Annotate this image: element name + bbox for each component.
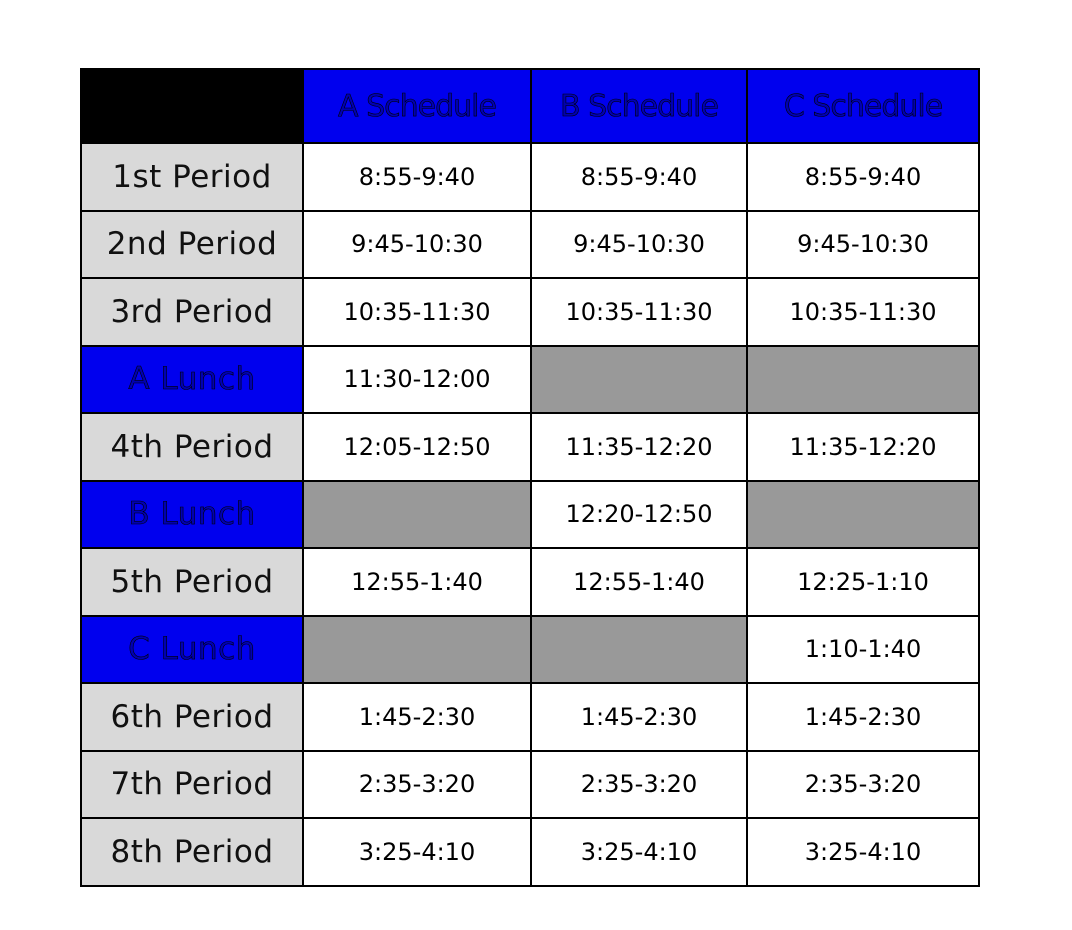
time-cell: 10:35-11:30 [747,278,979,346]
period-label: 3rd Period [81,278,303,346]
schedule-table [80,68,980,887]
period-label: 5th Period [81,548,303,616]
time-cell: 11:30-12:00 [303,346,531,414]
time-cell: 12:55-1:40 [303,548,531,616]
empty-cell [303,481,531,549]
header-c-schedule: C Schedule [747,69,979,143]
time-cell: 12:25-1:10 [747,548,979,616]
lunch-label: B Lunch [81,481,303,549]
time-cell: 10:35-11:30 [531,278,747,346]
time-cell: 8:55-9:40 [303,143,531,211]
period-label: 6th Period [81,683,303,751]
table-row [81,548,979,616]
time-cell: 2:35-3:20 [303,751,531,819]
time-cell: 1:45-2:30 [303,683,531,751]
period-label: 2nd Period [81,211,303,279]
empty-cell [747,346,979,414]
time-cell: 1:45-2:30 [531,683,747,751]
table-row [81,346,979,414]
table-row [81,143,979,211]
time-cell: 1:45-2:30 [747,683,979,751]
table-row [81,683,979,751]
header-a-schedule: A Schedule [303,69,531,143]
corner-cell [81,69,303,143]
time-cell: 12:05-12:50 [303,413,531,481]
time-cell: 12:20-12:50 [531,481,747,549]
table-row [81,413,979,481]
period-label: 1st Period [81,143,303,211]
table-row [81,278,979,346]
time-cell: 9:45-10:30 [531,211,747,279]
time-cell: 11:35-12:20 [747,413,979,481]
time-cell: 11:35-12:20 [531,413,747,481]
table-row [81,818,979,886]
time-cell: 3:25-4:10 [747,818,979,886]
header-row [81,69,979,143]
empty-cell [531,346,747,414]
table-row [81,211,979,279]
table-row [81,481,979,549]
time-cell: 1:10-1:40 [747,616,979,684]
period-label: 7th Period [81,751,303,819]
period-label: 8th Period [81,818,303,886]
header-b-schedule: B Schedule [531,69,747,143]
time-cell: 2:35-3:20 [531,751,747,819]
empty-cell [531,616,747,684]
time-cell: 9:45-10:30 [747,211,979,279]
time-cell: 12:55-1:40 [531,548,747,616]
lunch-label: A Lunch [81,346,303,414]
time-cell: 2:35-3:20 [747,751,979,819]
time-cell: 3:25-4:10 [303,818,531,886]
time-cell: 9:45-10:30 [303,211,531,279]
time-cell: 8:55-9:40 [531,143,747,211]
period-label: 4th Period [81,413,303,481]
table-row [81,751,979,819]
empty-cell [747,481,979,549]
empty-cell [303,616,531,684]
table-row [81,616,979,684]
time-cell: 8:55-9:40 [747,143,979,211]
time-cell: 10:35-11:30 [303,278,531,346]
lunch-label: C Lunch [81,616,303,684]
time-cell: 3:25-4:10 [531,818,747,886]
